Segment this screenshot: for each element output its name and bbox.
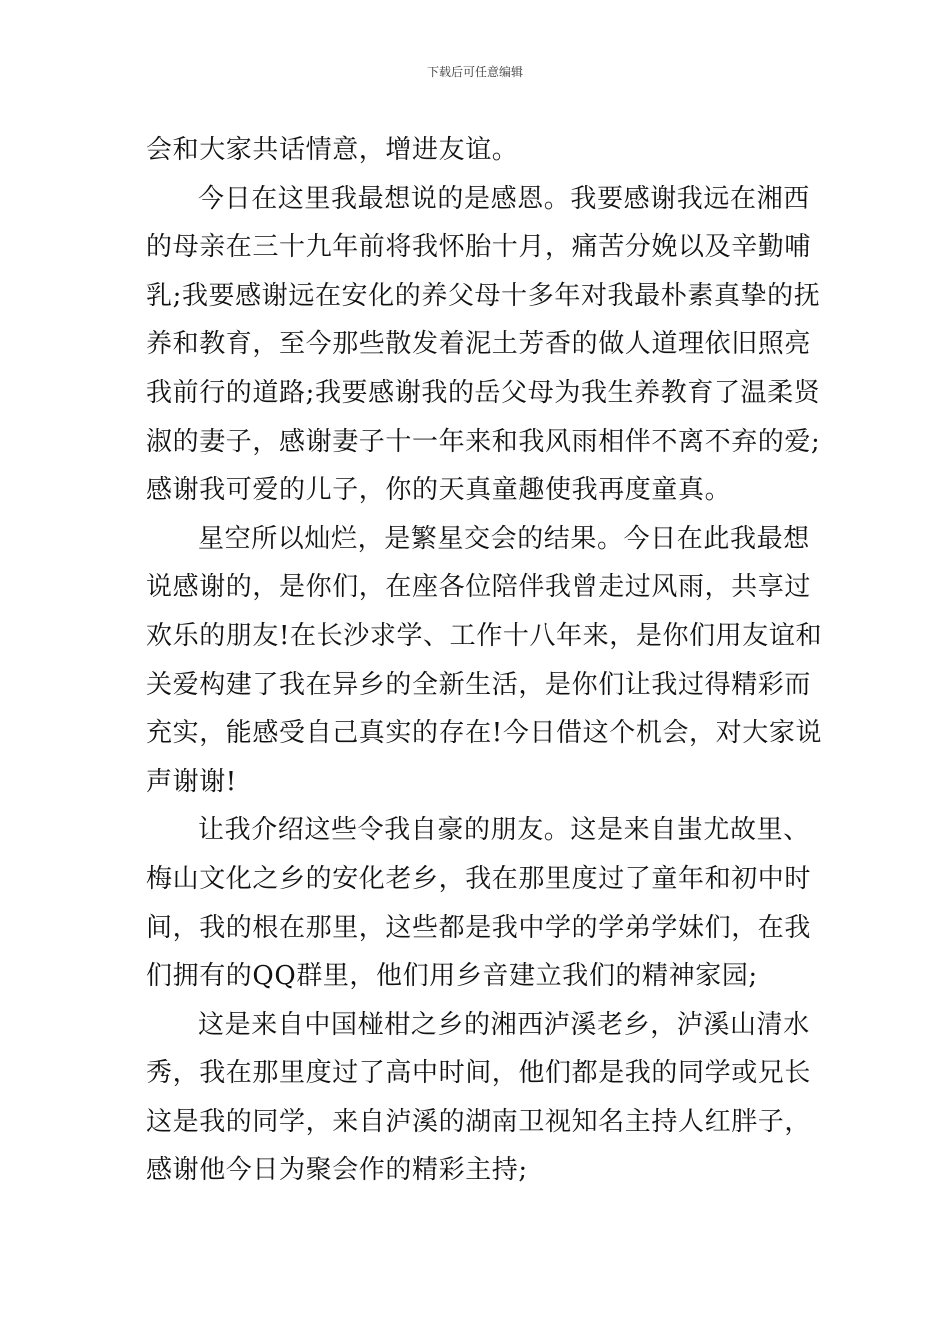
text-line: 关爱构建了我在异乡的全新生活，是你们让我过得精彩而 [146, 669, 812, 700]
text-line: 会和大家共话情意，增进友谊。 [146, 135, 519, 165]
text-line: 的母亲在三十九年前将我怀胎十月，痛苦分娩以及辛勤哺 [146, 232, 812, 263]
text-line: 星空所以灿烂，是繁星交会的结果。今日在此我最想 [198, 523, 810, 554]
text-line: 声谢谢! [146, 766, 237, 797]
text-line: 梅山文化之乡的安化老乡，我在那里度过了童年和初中时 [146, 863, 812, 894]
body-text [146, 126, 823, 1195]
text-line: 们拥有的QQ群里，他们用乡音建立我们的精神家园; [146, 961, 758, 992]
text-line: 我前行的道路;我要感谢我的岳父母为我生养教育了温柔贤 [146, 377, 821, 408]
text-line: 乳;我要感谢远在安化的养父母十多年对我最朴素真挚的抚 [146, 280, 821, 311]
text-line: 这是来自中国椪柑之乡的湘西泸溪老乡，泸溪山清水 [198, 1009, 810, 1040]
text-line: 感谢他今日为聚会作的精彩主持; [146, 1155, 528, 1186]
text-line: 让我介绍这些令我自豪的朋友。这是来自蚩尤故里、 [198, 815, 810, 846]
text-line: 秀，我在那里度过了高中时间，他们都是我的同学或兄长 [146, 1058, 812, 1089]
text-line: 欢乐的朋友!在长沙求学、工作十八年来，是你们用友谊和 [146, 620, 823, 651]
text-line: 间，我的根在那里，这些都是我中学的学弟学妹们，在我 [146, 912, 812, 943]
text-line: 这是我的同学，来自泸溪的湖南卫视知名主持人红胖子， [146, 1106, 812, 1137]
text-line: 今日在这里我最想说的是感恩。我要感谢我远在湘西 [198, 183, 810, 214]
text-line: 说感谢的，是你们，在座各位陪伴我曾走过风雨，共享过 [146, 572, 812, 603]
text-line: 充实，能感受自己真实的存在!今日借这个机会，对大家说 [146, 718, 823, 749]
page-header: 下载后可任意编辑 [426, 65, 523, 79]
text-line: 养和教育，至今那些散发着泥土芳香的做人道理依旧照亮 [146, 329, 812, 360]
text-line: 感谢我可爱的儿子，你的天真童趣使我再度童真。 [146, 475, 732, 506]
text-line: 淑的妻子，感谢妻子十一年来和我风雨相伴不离不弃的爱; [146, 426, 821, 457]
